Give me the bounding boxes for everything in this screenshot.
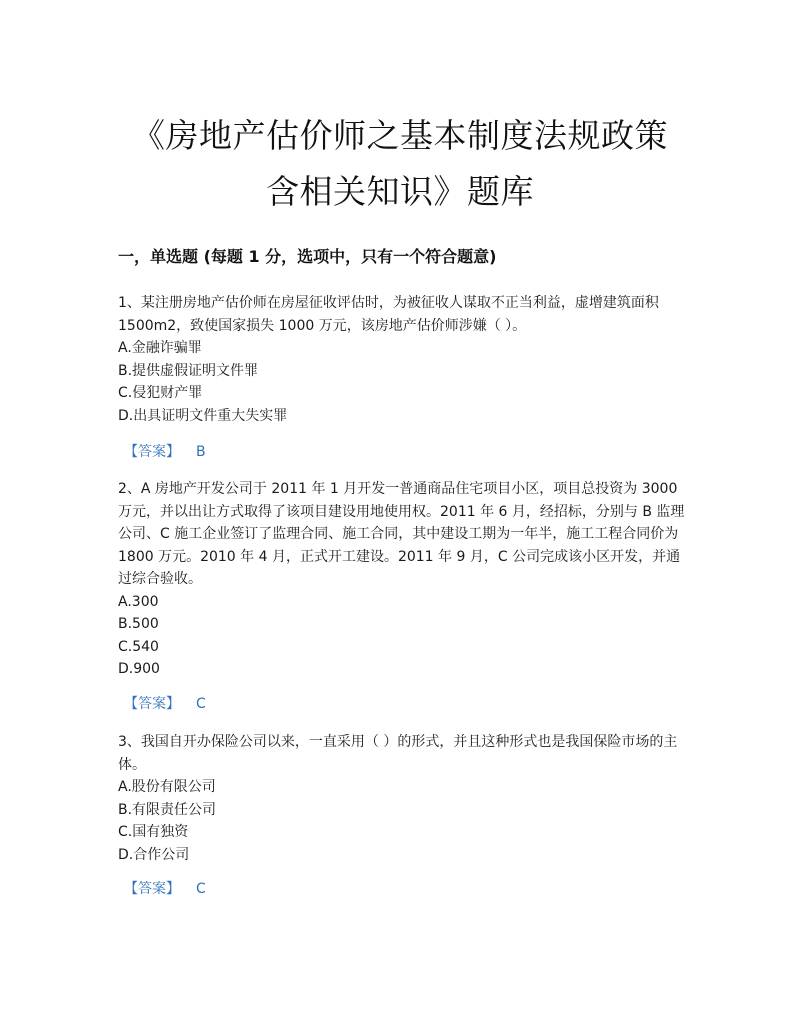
answer-value: C bbox=[196, 881, 206, 897]
option-a: A.股份有限公司 bbox=[118, 779, 216, 795]
option-a: A.300 bbox=[118, 593, 159, 610]
option-d: D.合作公司 bbox=[118, 846, 190, 863]
answer-2 bbox=[124, 693, 206, 715]
document-title-line-2: 含相关知识》题库 bbox=[266, 172, 534, 211]
option-c: C.540 bbox=[118, 638, 159, 655]
question-1 bbox=[118, 292, 688, 427]
option-d: D.900 bbox=[118, 661, 160, 677]
question-2 bbox=[118, 478, 688, 681]
answer-3 bbox=[124, 878, 206, 900]
option-b: B.提供虚假证明文件罪 bbox=[118, 362, 259, 379]
section-heading: 一，单选题 (每题 1 分，选项中，只有一个符合题意) bbox=[118, 247, 497, 266]
option-d: D.出具证明文件重大失实罪 bbox=[118, 407, 288, 424]
answer-label: 【答案】 bbox=[124, 444, 180, 460]
document-title bbox=[100, 108, 700, 220]
question-stem: 2、A 房地产开发公司于 2011 年 1 月开发一普通商品住宅项目小区，项目总投资为 3000万元，并以出让方式取得了该项目建设用地使用权。2011 年 6 月，经招标，分别与 B 监理公司、C 施工企业签订了监理合同、施工合同，其中建设工期为一年半，施工工程合同价为 1800 万元。2010 年 4 月，正式开工建设。2011 年 9 月，C 公司完成该小区开发，并通过综合验收。 bbox=[118, 481, 685, 587]
option-b: B.500 bbox=[118, 616, 159, 632]
document-title-line-1: 《房地产估价师之基本制度法规政策 bbox=[132, 116, 668, 155]
option-b: B.有限责任公司 bbox=[118, 801, 217, 818]
question-stem: 1、某注册房地产估价师在房屋征收评估时，为被征收人谋取不正当利益，虚增建筑面积1500m2，致使国家损失 1000 万元，该房地产估价师涉嫌（ ）。 bbox=[118, 295, 659, 334]
answer-1 bbox=[124, 441, 206, 463]
answer-label: 【答案】 bbox=[124, 696, 180, 712]
question-3 bbox=[118, 731, 688, 866]
option-c: C.侵犯财产罪 bbox=[118, 385, 203, 401]
answer-value: C bbox=[196, 696, 206, 712]
question-stem: 3、我国自开办保险公司以来，一直采用（ ）的形式，并且这种形式也是我国保险市场的主体。 bbox=[118, 734, 678, 773]
option-a: A.金融诈骗罪 bbox=[118, 340, 202, 356]
answer-value: B bbox=[196, 444, 206, 460]
option-c: C.国有独资 bbox=[118, 824, 189, 840]
answer-label: 【答案】 bbox=[124, 881, 180, 897]
